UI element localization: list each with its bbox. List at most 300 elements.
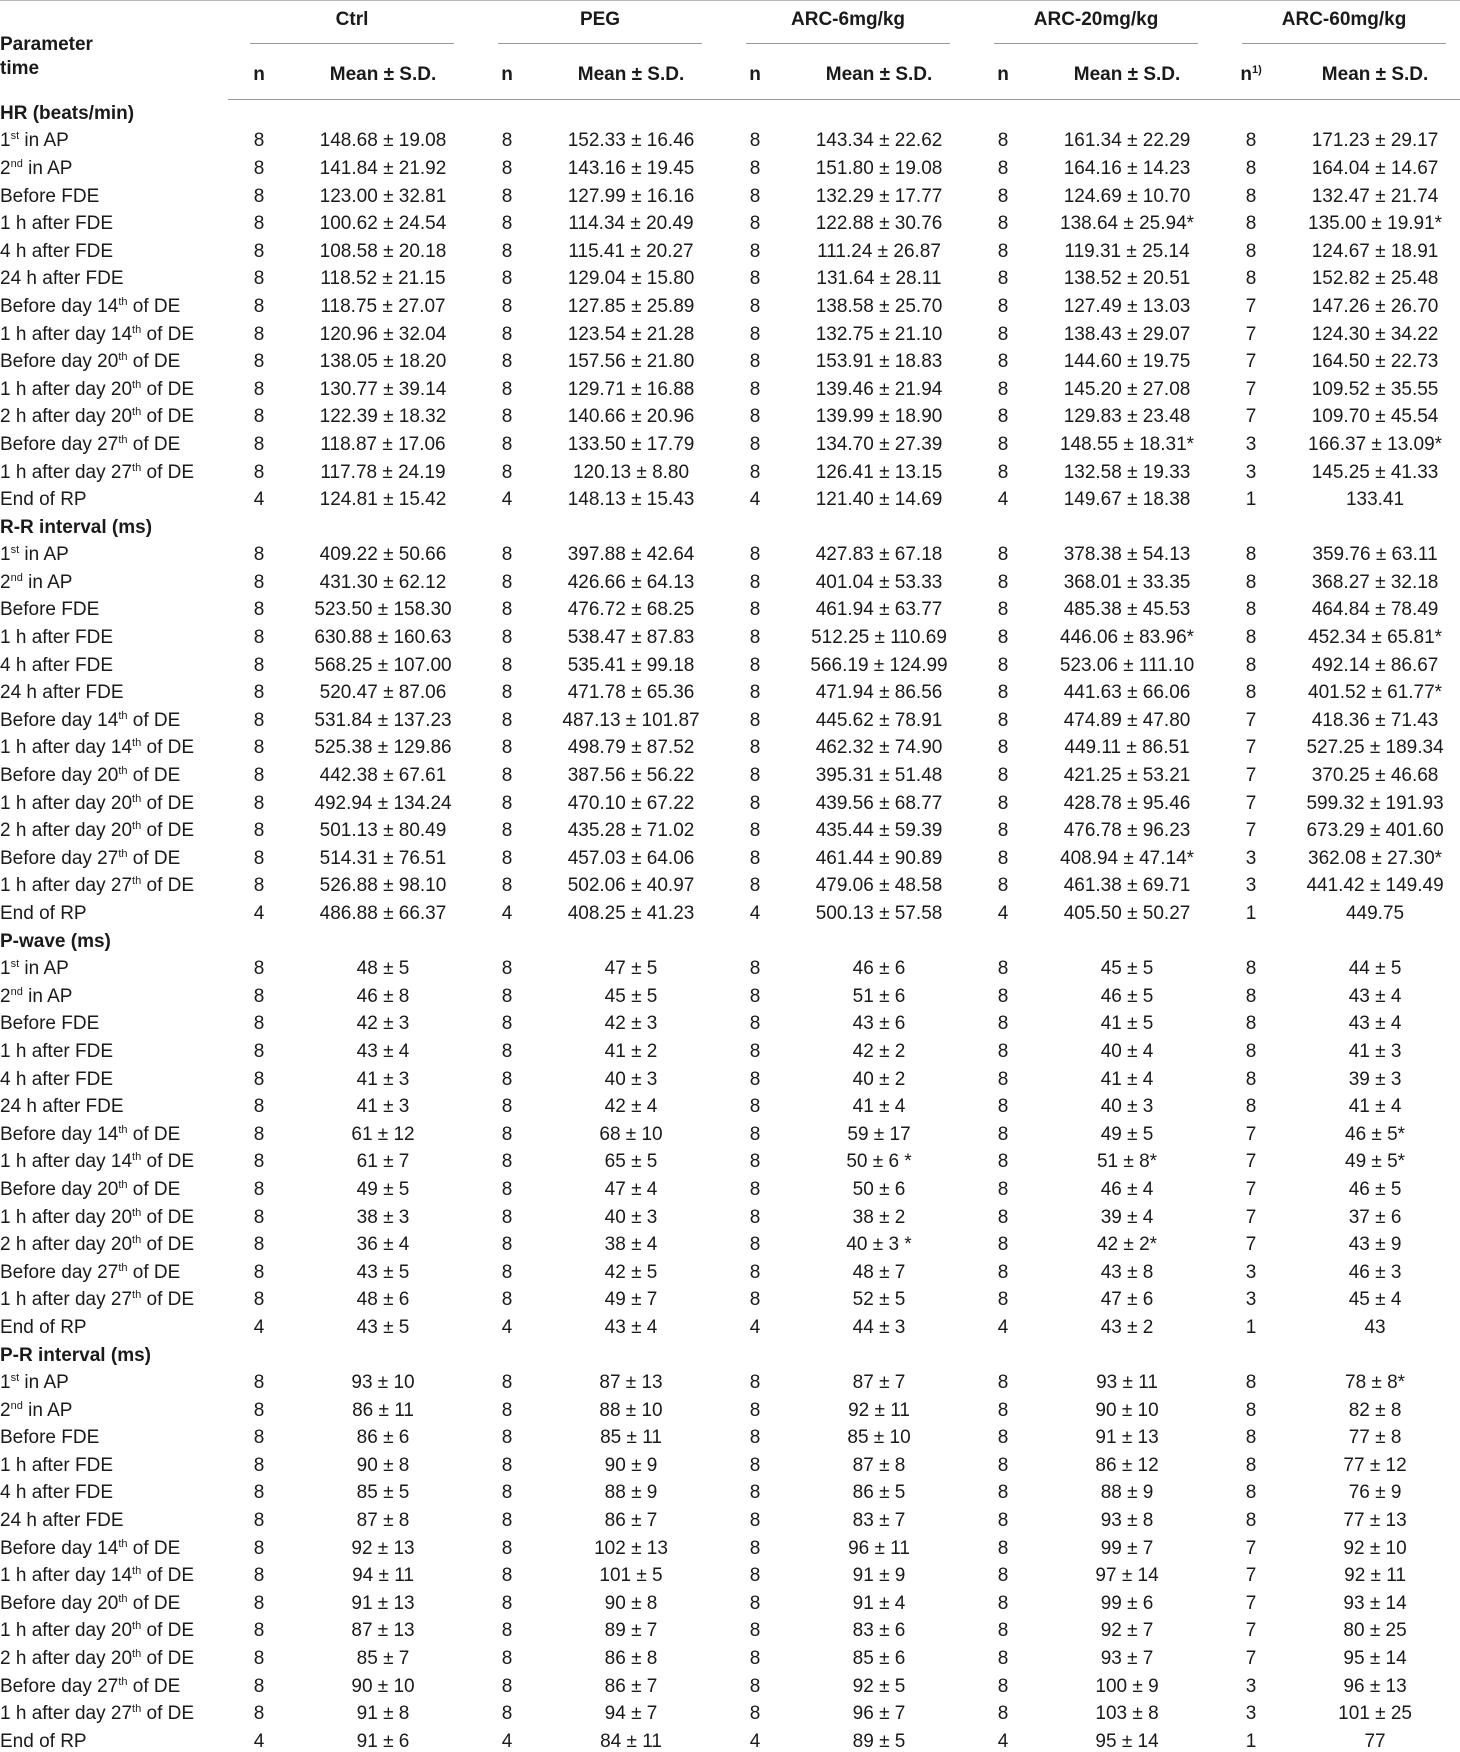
row-label: 1 h after day 20th of DE xyxy=(0,378,195,400)
mean-sd-cell: 368.01 ± 33.35 xyxy=(1063,571,1191,593)
table-row xyxy=(0,1314,1460,1342)
row-label: 2 h after day 20th of DE xyxy=(0,1648,195,1670)
mean-sd-cell: 127.85 ± 25.89 xyxy=(567,295,695,317)
n-footnote-header: $n^{1)}$ xyxy=(1220,51,1282,100)
mean-sd-cell: 90 ± 8 xyxy=(356,1454,410,1476)
n-cell: 8 xyxy=(501,599,513,621)
n-cell: 8 xyxy=(253,958,265,980)
n-cell: 8 xyxy=(253,240,265,262)
mean-sd-cell: 87 ± 13 xyxy=(599,1372,663,1394)
n-cell: 8 xyxy=(749,351,761,373)
n-cell: 8 xyxy=(997,571,1009,593)
section-title: R-R interval (ms) xyxy=(0,516,153,538)
table-row xyxy=(0,900,1460,928)
row-label: 1 h after day 27th of DE xyxy=(0,875,195,897)
n-cell: 8 xyxy=(253,627,265,649)
n-cell: 8 xyxy=(997,323,1009,345)
n-cell: 8 xyxy=(749,1482,761,1504)
row-label: 2nd in AP xyxy=(0,985,73,1007)
section-title: P-wave (ms) xyxy=(0,930,111,952)
n-cell: 8 xyxy=(997,958,1009,980)
mean-sd-cell: 138.64 ± 25.94* xyxy=(1060,213,1195,235)
mean-sd-cell: 568.25 ± 107.00 xyxy=(314,654,452,676)
ordinal-suffix: th xyxy=(132,792,142,805)
table-row xyxy=(0,873,1460,901)
mean-sd-cell: 397.88 ± 42.64 xyxy=(567,544,695,566)
mean-sd-cell: 449.11 ± 86.51 xyxy=(1064,737,1190,759)
mean-header: Mean ± S.D. xyxy=(538,51,724,100)
n-cell: 4 xyxy=(501,903,513,925)
n-cell: 8 xyxy=(1245,544,1257,566)
row-label: 24 h after FDE xyxy=(0,268,124,290)
n-cell: 8 xyxy=(1245,571,1257,593)
n-cell: 8 xyxy=(749,461,761,483)
mean-sd-cell: 43 ± 8 xyxy=(1100,1261,1154,1283)
n-cell: 8 xyxy=(501,213,513,235)
n-cell: 8 xyxy=(501,157,513,179)
n-cell: 8 xyxy=(1245,1068,1257,1090)
n-cell: 8 xyxy=(749,1399,761,1421)
group-header-ctrl: Ctrl xyxy=(228,1,476,52)
mean-sd-cell: 120.96 ± 32.04 xyxy=(319,323,447,345)
n-cell: 8 xyxy=(1245,268,1257,290)
mean-sd-cell: 86 ± 7 xyxy=(604,1510,658,1532)
n-cell: 3 xyxy=(1245,433,1257,455)
n-cell: 7 xyxy=(1245,1648,1257,1670)
n-cell: 8 xyxy=(501,461,513,483)
mean-sd-cell: 630.88 ± 160.63 xyxy=(314,627,452,649)
n-cell: 8 xyxy=(749,958,761,980)
n-cell: 8 xyxy=(749,406,761,428)
mean-sd-cell: 449.75 xyxy=(1345,903,1405,925)
mean-sd-cell: 94 ± 7 xyxy=(604,1703,658,1725)
n-cell: 8 xyxy=(749,1510,761,1532)
n-cell: 4 xyxy=(253,489,265,511)
n-cell: 8 xyxy=(997,213,1009,235)
mean-sd-cell: 92 ± 10 xyxy=(1343,1537,1407,1559)
mean-sd-cell: 41 ± 3 xyxy=(356,1068,410,1090)
mean-sd-cell: 441.63 ± 66.06 xyxy=(1063,682,1191,704)
n-cell: 4 xyxy=(997,489,1009,511)
n-cell: 8 xyxy=(1245,985,1257,1007)
n-cell: 4 xyxy=(749,903,761,925)
ordinal-suffix: th xyxy=(132,323,142,336)
mean-sd-cell: 61 ± 12 xyxy=(351,1123,415,1145)
n-cell: 8 xyxy=(253,406,265,428)
mean-sd-cell: 131.64 ± 28.11 xyxy=(816,268,942,290)
ordinal-suffix: th xyxy=(118,847,128,860)
ordinal-suffix: th xyxy=(132,820,142,833)
mean-sd-cell: 38 ± 2 xyxy=(852,1206,906,1228)
ordinal-suffix: th xyxy=(118,295,128,308)
table-row xyxy=(0,1038,1460,1066)
mean-sd-cell: 89 ± 5 xyxy=(852,1730,906,1752)
mean-sd-cell: 164.50 ± 22.73 xyxy=(1311,351,1439,373)
mean-sd-cell: 41 ± 2 xyxy=(604,1040,658,1062)
table-row xyxy=(0,1066,1460,1094)
n-cell: 8 xyxy=(253,1537,265,1559)
table-row xyxy=(0,459,1460,487)
mean-sd-cell: 85 ± 11 xyxy=(600,1427,662,1449)
mean-sd-cell: 492.14 ± 86.67 xyxy=(1311,654,1439,676)
n-cell: 8 xyxy=(1245,958,1257,980)
mean-sd-cell: 77 ± 12 xyxy=(1343,1454,1407,1476)
n-cell: 7 xyxy=(1245,1592,1257,1614)
n-cell: 8 xyxy=(749,1675,761,1697)
n-cell: 8 xyxy=(997,130,1009,152)
mean-sd-cell: 46 ± 8 xyxy=(356,985,410,1007)
mean-sd-cell: 101 ± 5 xyxy=(599,1565,663,1587)
section-header-row xyxy=(0,514,1460,542)
mean-sd-cell: 431.30 ± 62.12 xyxy=(319,571,447,593)
mean-sd-cell: 42 ± 2* xyxy=(1096,1234,1158,1256)
n-cell: 8 xyxy=(1245,185,1257,207)
n-cell: 8 xyxy=(253,599,265,621)
n-cell: 8 xyxy=(749,1151,761,1173)
n-cell: 8 xyxy=(253,1427,265,1449)
table-row xyxy=(0,707,1460,735)
n-cell: 8 xyxy=(253,1372,265,1394)
n-cell: 8 xyxy=(749,627,761,649)
n-cell: 8 xyxy=(253,433,265,455)
n-cell: 8 xyxy=(749,1454,761,1476)
n-cell: 8 xyxy=(997,1399,1009,1421)
mean-sd-cell: 48 ± 5 xyxy=(356,958,410,980)
mean-sd-cell: 85 ± 6 xyxy=(852,1648,906,1670)
ordinal-suffix: nd xyxy=(10,1399,23,1412)
n-cell: 1 xyxy=(1245,489,1257,511)
n-cell: 8 xyxy=(749,1565,761,1587)
ordinal-suffix: th xyxy=(132,378,142,391)
row-label: 4 h after FDE xyxy=(0,654,113,676)
n-cell: 8 xyxy=(749,1096,761,1118)
n-cell: 8 xyxy=(253,1123,265,1145)
mean-sd-cell: 441.42 ± 149.49 xyxy=(1306,875,1444,897)
mean-sd-cell: 91 ± 13 xyxy=(351,1592,415,1614)
n-cell: 7 xyxy=(1245,1206,1257,1228)
section-title: HR (beats/min) xyxy=(0,102,135,124)
n-cell: 8 xyxy=(997,682,1009,704)
n-cell: 8 xyxy=(1245,1372,1257,1394)
mean-sd-cell: 86 ± 12 xyxy=(1095,1454,1159,1476)
n-cell: 8 xyxy=(997,544,1009,566)
table-row xyxy=(0,983,1460,1011)
n-cell: 1 xyxy=(1245,1316,1257,1338)
row-label: 1 h after day 14th of DE xyxy=(0,323,195,345)
mean-sd-cell: 135.00 ± 19.91* xyxy=(1308,213,1443,235)
row-label: 1 h after FDE xyxy=(0,1454,113,1476)
n-cell: 8 xyxy=(253,1648,265,1670)
table-row xyxy=(0,955,1460,983)
mean-sd-cell: 132.47 ± 21.74 xyxy=(1311,185,1439,207)
row-label: 2 h after day 20th of DE xyxy=(0,406,195,428)
n-cell: 8 xyxy=(997,792,1009,814)
mean-sd-cell: 51 ± 6 xyxy=(852,985,906,1007)
ordinal-suffix: th xyxy=(132,875,142,888)
row-label: 2nd in AP xyxy=(0,157,73,179)
row-label: 2 h after day 20th of DE xyxy=(0,820,195,842)
mean-sd-cell: 41 ± 4 xyxy=(1100,1068,1154,1090)
row-label: Before day 14th of DE xyxy=(0,709,181,731)
mean-sd-cell: 86 ± 8 xyxy=(604,1648,658,1670)
mean-sd-cell: 143.34 ± 22.62 xyxy=(815,130,943,152)
mean-sd-cell: 96 ± 13 xyxy=(1343,1675,1407,1697)
n-cell: 8 xyxy=(997,1206,1009,1228)
n-cell: 8 xyxy=(749,1703,761,1725)
mean-sd-cell: 38 ± 4 xyxy=(604,1234,658,1256)
mean-sd-cell: 41 ± 5 xyxy=(1100,1013,1154,1035)
mean-sd-cell: 485.38 ± 45.53 xyxy=(1063,599,1191,621)
n-cell: 8 xyxy=(997,433,1009,455)
mean-sd-cell: 418.36 ± 71.43 xyxy=(1311,709,1439,731)
n-cell: 8 xyxy=(501,351,513,373)
n-cell: 8 xyxy=(501,1151,513,1173)
n-cell: 8 xyxy=(501,378,513,400)
mean-sd-cell: 111.24 ± 26.87 xyxy=(817,240,941,262)
n-cell: 8 xyxy=(253,820,265,842)
mean-sd-cell: 370.25 ± 46.68 xyxy=(1311,765,1439,787)
n-cell: 8 xyxy=(997,1620,1009,1642)
mean-sd-cell: 92 ± 11 xyxy=(848,1399,910,1421)
table-row xyxy=(0,183,1460,211)
mean-sd-cell: 92 ± 5 xyxy=(852,1675,906,1697)
n-cell: 8 xyxy=(253,1703,265,1725)
mean-sd-cell: 43 ± 6 xyxy=(852,1013,906,1035)
mean-sd-cell: 43 ± 4 xyxy=(604,1316,658,1338)
n-cell: 8 xyxy=(501,1454,513,1476)
ordinal-suffix: th xyxy=(118,433,128,446)
n-cell: 8 xyxy=(997,268,1009,290)
mean-sd-cell: 96 ± 11 xyxy=(848,1537,910,1559)
n-cell: 8 xyxy=(749,847,761,869)
n-cell: 8 xyxy=(501,1427,513,1449)
n-cell: 8 xyxy=(749,1234,761,1256)
mean-sd-cell: 124.30 ± 34.22 xyxy=(1311,323,1439,345)
mean-sd-cell: 48 ± 6 xyxy=(356,1289,410,1311)
n-cell: 8 xyxy=(1245,682,1257,704)
mean-sd-cell: 40 ± 2 xyxy=(852,1068,906,1090)
mean-sd-cell: 152.33 ± 16.46 xyxy=(567,130,695,152)
mean-sd-cell: 46 ± 5* xyxy=(1345,1123,1406,1145)
mean-sd-cell: 43 ± 9 xyxy=(1348,1234,1402,1256)
mean-sd-cell: 500.13 ± 57.58 xyxy=(815,903,943,925)
mean-sd-cell: 50 ± 6 xyxy=(852,1178,906,1200)
ordinal-suffix: th xyxy=(132,1289,142,1302)
n-cell: 8 xyxy=(997,1565,1009,1587)
n-cell: 8 xyxy=(253,1565,265,1587)
row-label: 1st in AP xyxy=(0,1372,69,1394)
n-cell: 8 xyxy=(253,1675,265,1697)
n-cell: 8 xyxy=(997,1675,1009,1697)
mean-sd-cell: 535.41 ± 99.18 xyxy=(567,654,695,676)
n-cell: 8 xyxy=(997,1510,1009,1532)
table-row xyxy=(0,1673,1460,1701)
mean-sd-cell: 89 ± 7 xyxy=(604,1620,658,1642)
n-cell: 8 xyxy=(1245,1096,1257,1118)
mean-sd-cell: 426.66 ± 64.13 xyxy=(567,571,695,593)
n-cell: 7 xyxy=(1245,406,1257,428)
table-row xyxy=(0,1093,1460,1121)
row-label: Before day 14th of DE xyxy=(0,1123,181,1145)
n-cell: 8 xyxy=(997,295,1009,317)
n-cell: 8 xyxy=(997,627,1009,649)
mean-sd-cell: 40 ± 3 xyxy=(604,1068,658,1090)
n-cell: 8 xyxy=(1245,599,1257,621)
time-label: time xyxy=(0,58,40,80)
mean-sd-cell: 124.67 ± 18.91 xyxy=(1311,240,1439,262)
row-label: 1 h after day 27th of DE xyxy=(0,1289,195,1311)
mean-sd-cell: 378.38 ± 54.13 xyxy=(1063,544,1191,566)
mean-sd-cell: 43 xyxy=(1364,1316,1386,1338)
row-label: Before FDE xyxy=(0,1427,100,1449)
mean-sd-cell: 123.00 ± 32.81 xyxy=(319,185,447,207)
ordinal-suffix: th xyxy=(132,1234,142,1247)
row-label: 1 h after FDE xyxy=(0,627,113,649)
n-cell: 8 xyxy=(1245,240,1257,262)
mean-header: Mean ± S.D. xyxy=(786,51,972,100)
n-cell: 8 xyxy=(997,461,1009,483)
mean-sd-cell: 49 ± 5 xyxy=(1100,1123,1154,1145)
row-label: 4 h after FDE xyxy=(0,240,113,262)
n-cell: 3 xyxy=(1245,1675,1257,1697)
n-cell: 7 xyxy=(1245,737,1257,759)
n-cell: 8 xyxy=(501,627,513,649)
n-cell: 8 xyxy=(997,157,1009,179)
row-label: 1 h after FDE xyxy=(0,1040,113,1062)
n-cell: 4 xyxy=(997,1730,1009,1752)
mean-sd-cell: 43 ± 5 xyxy=(356,1316,410,1338)
n-cell: 7 xyxy=(1245,295,1257,317)
n-cell: 4 xyxy=(253,903,265,925)
table-row xyxy=(0,1231,1460,1259)
n-cell: 8 xyxy=(253,1151,265,1173)
mean-sd-cell: 42 ± 5 xyxy=(604,1261,658,1283)
row-label: End of RP xyxy=(0,489,87,511)
n-cell: 8 xyxy=(501,1068,513,1090)
table-row xyxy=(0,1011,1460,1039)
mean-sd-cell: 442.38 ± 67.61 xyxy=(319,765,447,787)
mean-sd-cell: 502.06 ± 40.97 xyxy=(567,875,695,897)
table-row xyxy=(0,1369,1460,1397)
mean-sd-cell: 166.37 ± 13.09* xyxy=(1308,433,1443,455)
n-cell: 7 xyxy=(1245,709,1257,731)
mean-sd-cell: 408.25 ± 41.23 xyxy=(567,903,695,925)
mean-sd-cell: 86 ± 5 xyxy=(852,1482,906,1504)
mean-sd-cell: 41 ± 3 xyxy=(356,1096,410,1118)
mean-sd-cell: 49 ± 7 xyxy=(604,1289,658,1311)
mean-sd-cell: 86 ± 7 xyxy=(604,1675,658,1697)
n-cell: 8 xyxy=(997,1234,1009,1256)
row-label: 1 h after day 20th of DE xyxy=(0,792,195,814)
mean-sd-cell: 164.04 ± 14.67 xyxy=(1311,157,1439,179)
mean-sd-cell: 446.06 ± 83.96* xyxy=(1060,627,1195,649)
n-cell: 8 xyxy=(749,1427,761,1449)
n-cell: 8 xyxy=(997,737,1009,759)
mean-sd-cell: 452.34 ± 65.81* xyxy=(1308,627,1443,649)
row-label: Before day 27th of DE xyxy=(0,1675,181,1697)
row-label: Before FDE xyxy=(0,185,100,207)
table-row xyxy=(0,652,1460,680)
n-cell: 7 xyxy=(1245,1178,1257,1200)
mean-sd-cell: 474.89 ± 47.80 xyxy=(1063,709,1191,731)
n-cell: 8 xyxy=(253,847,265,869)
mean-sd-cell: 108.58 ± 20.18 xyxy=(319,240,447,262)
row-label: 1 h after day 27th of DE xyxy=(0,461,195,483)
n-cell: 8 xyxy=(749,792,761,814)
mean-sd-cell: 401.52 ± 61.77* xyxy=(1308,682,1443,704)
mean-sd-cell: 95 ± 14 xyxy=(1095,1730,1159,1752)
row-label: 1st in AP xyxy=(0,958,69,980)
mean-sd-cell: 90 ± 10 xyxy=(1095,1399,1159,1421)
mean-sd-cell: 59 ± 17 xyxy=(847,1123,911,1145)
table-header xyxy=(0,1,1460,100)
mean-sd-cell: 501.13 ± 80.49 xyxy=(319,820,447,842)
n-cell: 8 xyxy=(749,295,761,317)
mean-sd-cell: 132.58 ± 19.33 xyxy=(1063,461,1191,483)
ordinal-suffix: th xyxy=(118,709,128,722)
n-cell: 7 xyxy=(1245,1123,1257,1145)
n-cell: 8 xyxy=(501,1703,513,1725)
n-cell: 8 xyxy=(997,1013,1009,1035)
mean-sd-cell: 84 ± 11 xyxy=(600,1730,662,1752)
mean-sd-cell: 78 ± 8* xyxy=(1345,1372,1406,1394)
mean-sd-cell: 157.56 ± 21.80 xyxy=(567,351,695,373)
group-header-arc-6: ARC-6mg/kg xyxy=(724,1,972,52)
group-header-arc-20: ARC-20mg/kg xyxy=(972,1,1220,52)
mean-sd-cell: 531.84 ± 137.23 xyxy=(314,709,452,731)
mean-sd-cell: 476.78 ± 96.23 xyxy=(1063,820,1191,842)
n-cell: 8 xyxy=(749,1123,761,1145)
table-row xyxy=(0,210,1460,238)
mean-sd-cell: 97 ± 14 xyxy=(1095,1565,1159,1587)
mean-sd-cell: 161.34 ± 22.29 xyxy=(1063,130,1191,152)
n-cell: 8 xyxy=(749,1261,761,1283)
n-cell: 8 xyxy=(997,378,1009,400)
mean-sd-cell: 93 ± 14 xyxy=(1343,1592,1407,1614)
ordinal-suffix: nd xyxy=(10,985,23,998)
n-header: n xyxy=(476,51,538,100)
n-cell: 8 xyxy=(997,1537,1009,1559)
table-row xyxy=(0,624,1460,652)
n-cell: 4 xyxy=(501,1730,513,1752)
mean-sd-cell: 42 ± 2 xyxy=(852,1040,906,1062)
mean-sd-cell: 387.56 ± 56.22 xyxy=(567,765,695,787)
mean-sd-cell: 526.88 ± 98.10 xyxy=(319,875,447,897)
n-cell: 8 xyxy=(749,433,761,455)
mean-sd-cell: 153.91 ± 18.83 xyxy=(815,351,943,373)
n-cell: 8 xyxy=(501,1675,513,1697)
n-cell: 8 xyxy=(749,544,761,566)
mean-sd-cell: 88 ± 9 xyxy=(604,1482,658,1504)
n-cell: 8 xyxy=(253,737,265,759)
mean-sd-cell: 401.04 ± 53.33 xyxy=(815,571,943,593)
n-cell: 8 xyxy=(749,378,761,400)
row-label: Before day 14th of DE xyxy=(0,1537,181,1559)
n-cell: 8 xyxy=(749,599,761,621)
n-cell: 8 xyxy=(501,406,513,428)
n-cell: 8 xyxy=(253,792,265,814)
mean-sd-cell: 65 ± 5 xyxy=(604,1151,658,1173)
mean-sd-cell: 421.25 ± 53.21 xyxy=(1063,765,1191,787)
mean-sd-cell: 525.38 ± 129.86 xyxy=(314,737,452,759)
table-row xyxy=(0,597,1460,625)
mean-sd-cell: 96 ± 7 xyxy=(852,1703,906,1725)
ordinal-suffix: th xyxy=(118,1537,128,1550)
table-row xyxy=(0,1397,1460,1425)
ordinal-suffix: st xyxy=(10,130,20,143)
n-cell: 8 xyxy=(253,130,265,152)
mean-sd-cell: 492.94 ± 134.24 xyxy=(314,792,452,814)
